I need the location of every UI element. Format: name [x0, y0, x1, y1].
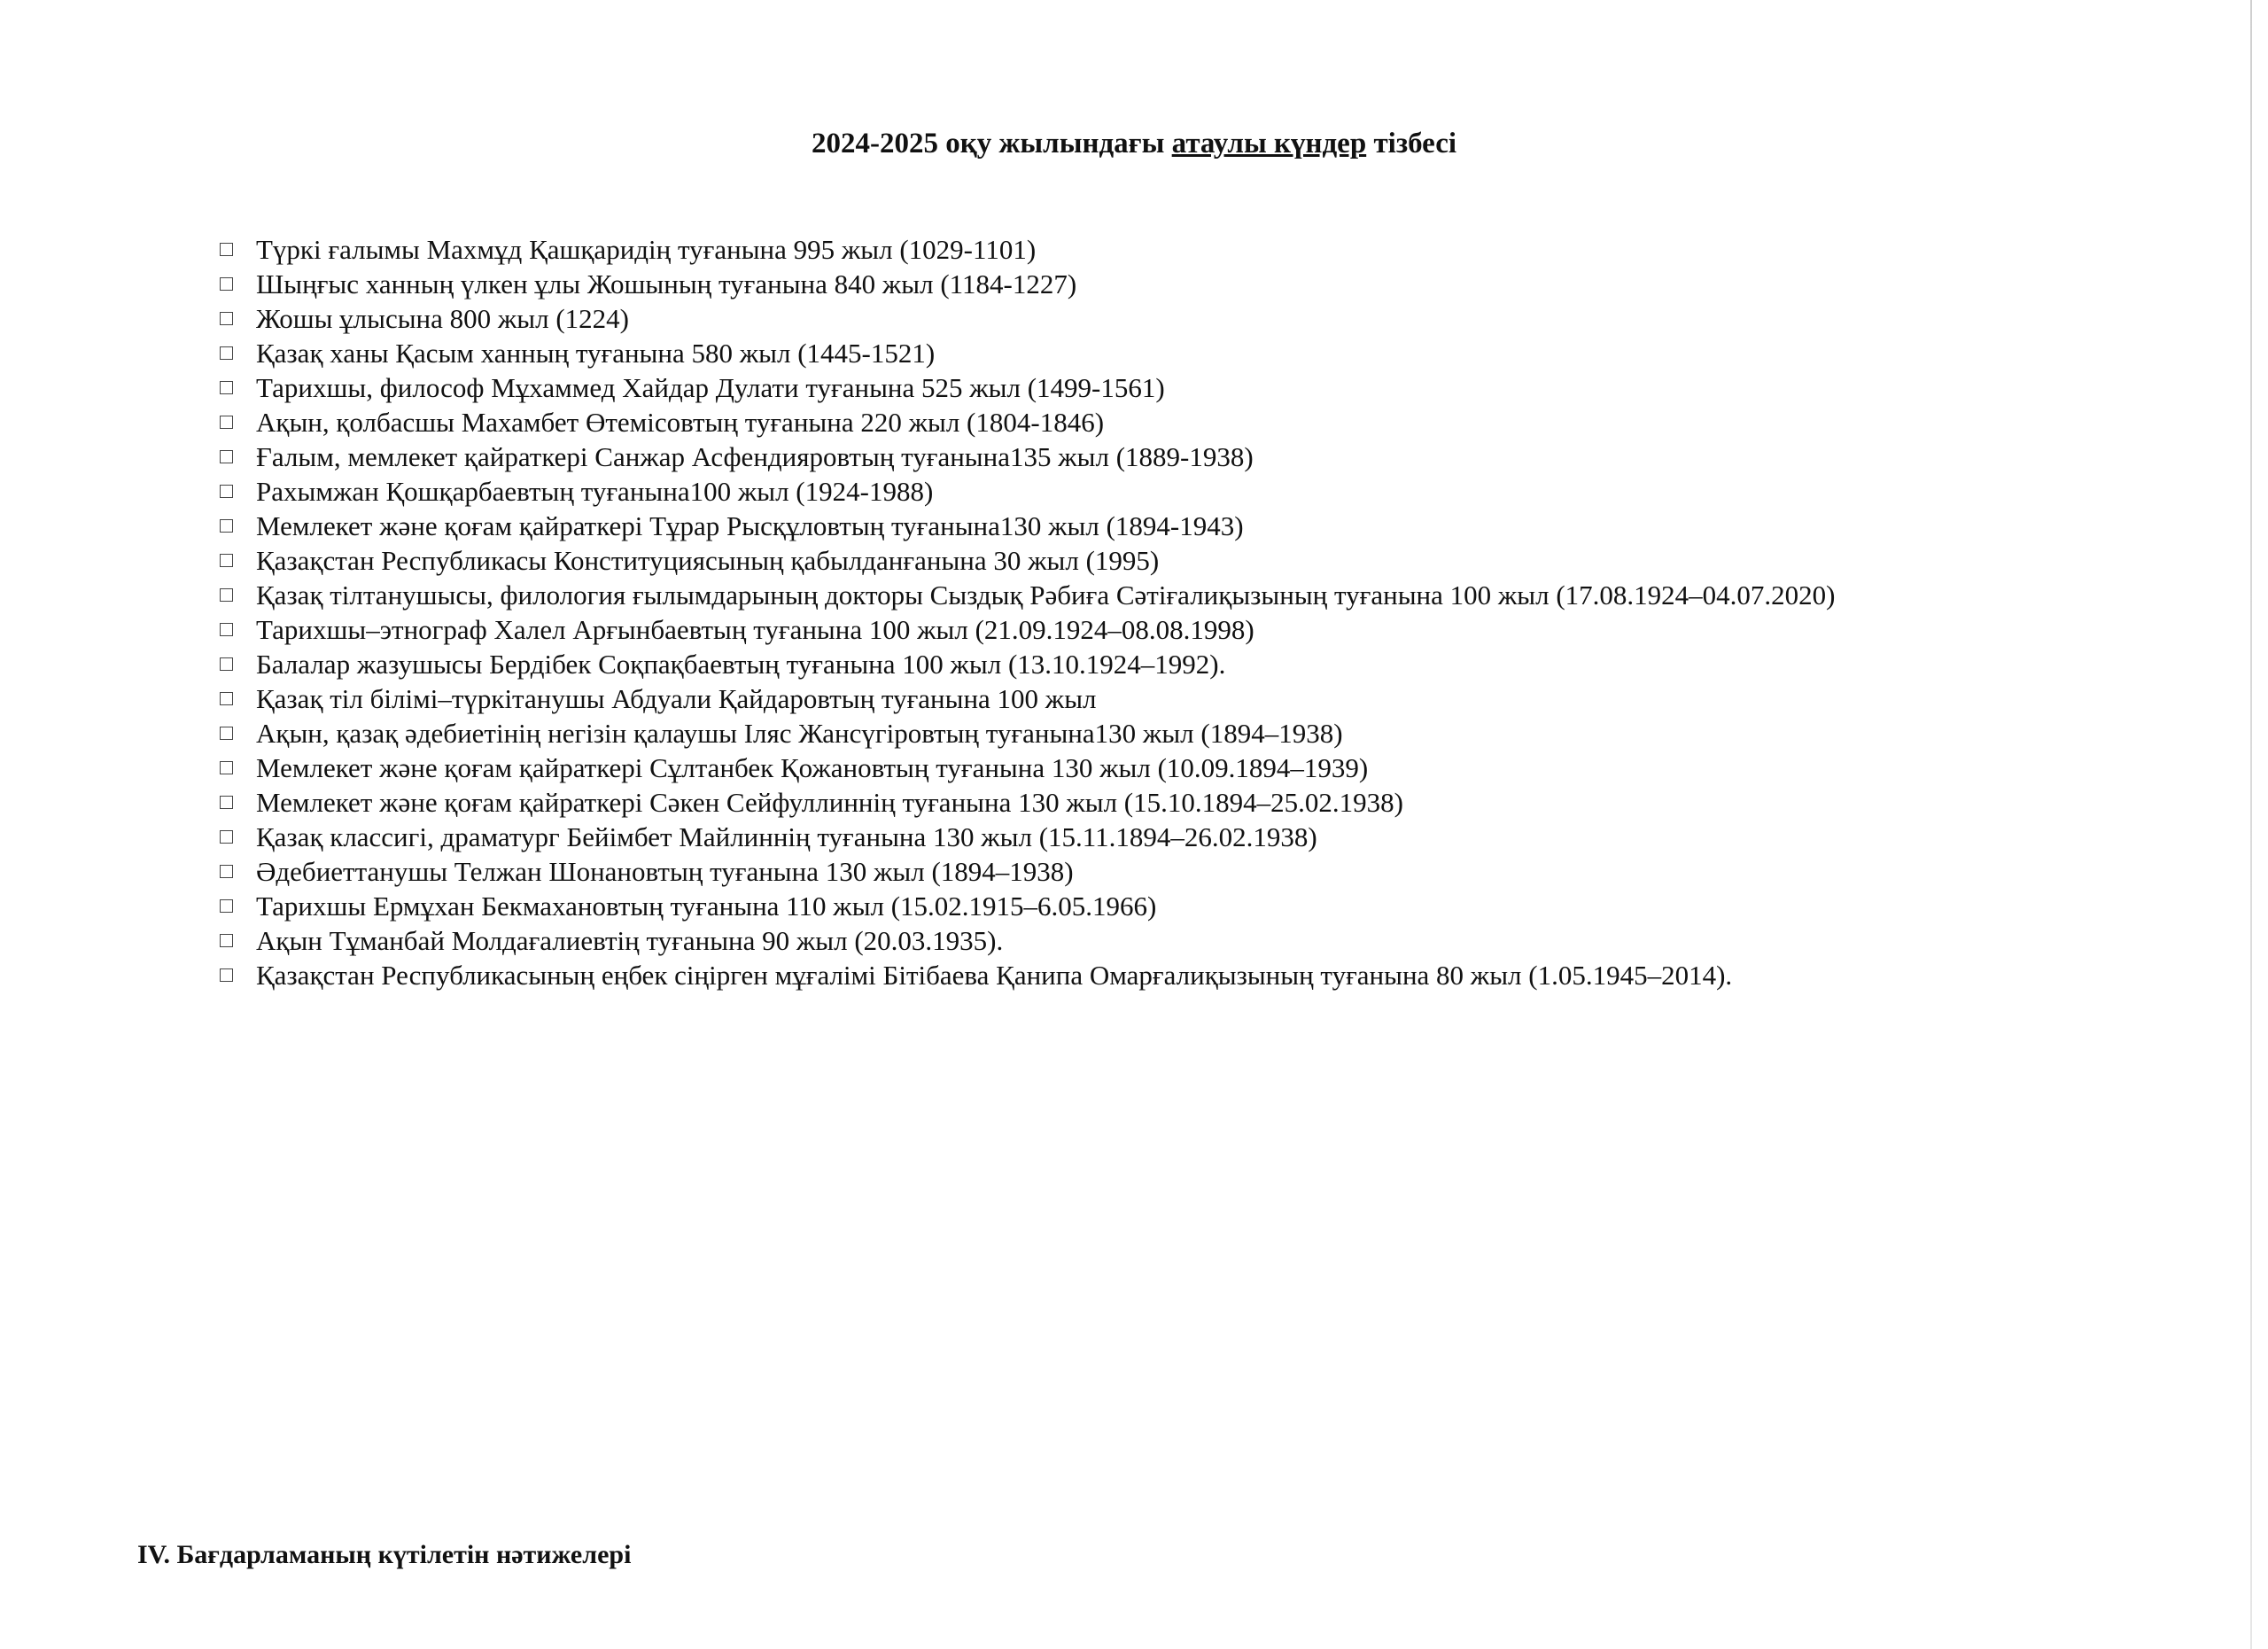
list-item-text: Балалар жазушысы Бердібек Соқпақбаевтың туғанына 100 жыл (13.10.1924–1992). — [256, 649, 1226, 680]
checkbox-icon — [220, 727, 233, 740]
list-item — [220, 923, 2222, 958]
list-item-text: Шыңғыс ханның үлкен ұлы Жошының туғанына 840 жыл (1184-1227) — [256, 268, 1077, 299]
list-item — [220, 612, 2222, 647]
list-item-text: Жошы ұлысына 800 жыл (1224) — [256, 303, 629, 334]
checkbox-icon — [220, 657, 233, 671]
checkbox-icon — [220, 934, 233, 947]
list-item-text: Рахымжан Қошқарбаевтың туғанына100 жыл (1924-1988) — [256, 476, 934, 507]
page-title — [0, 124, 2268, 163]
list-item-text: Ақын, қолбасшы Махамбет Өтемісовтың туғанына 220 жыл (1804-1846) — [256, 407, 1105, 438]
list-item-text: Ақын Тұманбай Молдағалиевтің туғанына 90 жыл (20.03.1935). — [256, 925, 1004, 956]
list-item-text: Мемлекет және қоғам қайраткері Сұлтанбек Қожановтың туғанына 130 жыл (10.09.1894–1939) — [256, 752, 1369, 783]
checkbox-icon — [220, 796, 233, 809]
list-item-text: Қазақстан Республикасының еңбек сіңірген мұғалімі Бітібаева Қанипа Омарғалиқызының туғанына 80 жыл (1.05.1945–2014). — [256, 960, 1733, 991]
list-item — [220, 370, 2222, 405]
checkbox-icon — [220, 588, 233, 602]
checkbox-icon — [220, 623, 233, 636]
list-item-text: Қазақ тілтанушысы, филология ғылымдарының докторы Сыздық Рәбиға Сәтіғалиқызының туғанына 100 жыл (17.08.1924–04.07.2020) — [256, 579, 1836, 611]
checkbox-icon — [220, 450, 233, 463]
scan-edge-line — [2250, 0, 2252, 1649]
checkbox-icon — [220, 519, 233, 533]
list-item-text: Мемлекет және қоғам қайраткері Тұрар Рысқұловтың туғанына130 жыл (1894-1943) — [256, 510, 1244, 541]
list-item-text: Әдебиеттанушы Телжан Шонановтың туғанына 130 жыл (1894–1938) — [256, 856, 1074, 887]
checkbox-icon — [220, 968, 233, 982]
checkbox-icon — [220, 485, 233, 498]
checkbox-icon — [220, 761, 233, 774]
list-item-text: Тарихшы Ермұхан Бекмахановтың туғанына 110 жыл (15.02.1915–6.05.1966) — [256, 891, 1157, 922]
list-item — [220, 509, 2222, 543]
list-item — [220, 716, 2222, 751]
list-item — [220, 405, 2222, 439]
list-item — [220, 543, 2222, 578]
title-underlined: атаулы күндер — [1171, 128, 1367, 159]
checkbox-icon — [220, 554, 233, 567]
checkbox-icon — [220, 312, 233, 325]
list-item — [220, 958, 2222, 992]
checkbox-icon — [220, 346, 233, 360]
events-list — [220, 232, 2222, 992]
list-item — [220, 889, 2222, 923]
list-item-text: Қазақстан Республикасы Конституциясының қабылданғанына 30 жыл (1995) — [256, 545, 1160, 576]
list-item — [220, 681, 2222, 716]
list-item-text: Қазақ классигі, драматург Бейімбет Майлиннің туғанына 130 жыл (15.11.1894–26.02.1938) — [256, 821, 1317, 852]
list-item — [220, 232, 2222, 267]
list-item-text: Қазақ тіл білімі–түркітанушы Абдуали Қайдаровтың туғанына 100 жыл — [256, 683, 1097, 714]
list-item — [220, 578, 2222, 612]
title-part-1: 2024-2025 оқу жылындағы — [811, 128, 1172, 159]
list-item-text: Түркі ғалымы Махмұд Қашқаридің туғанына 995 жыл (1029-1101) — [256, 234, 1037, 265]
list-item — [220, 647, 2222, 681]
checkbox-icon — [220, 692, 233, 705]
list-item — [220, 751, 2222, 785]
list-item-text: Қазақ ханы Қасым ханның туғанына 580 жыл (1445-1521) — [256, 338, 936, 369]
list-item-text: Тарихшы–этнограф Халел Арғынбаевтың туғанына 100 жыл (21.09.1924–08.08.1998) — [256, 614, 1254, 645]
list-item — [220, 820, 2222, 854]
section-heading: IV. Бағдарламаның күтілетін нәтижелері — [137, 1540, 632, 1569]
list-item — [220, 854, 2222, 889]
list-item — [220, 474, 2222, 509]
checkbox-icon — [220, 830, 233, 844]
list-item — [220, 267, 2222, 301]
list-item-text: Мемлекет және қоғам қайраткері Сәкен Сейфуллиннің туғанына 130 жыл (15.10.1894–25.02.1938) — [256, 787, 1403, 818]
checkbox-icon — [220, 865, 233, 878]
list-item-text: Тарихшы, философ Мұхаммед Хайдар Дулати туғанына 525 жыл (1499-1561) — [256, 372, 1165, 403]
checkbox-icon — [220, 899, 233, 913]
list-item — [220, 439, 2222, 474]
list-item-text: Ғалым, мемлекет қайраткері Санжар Асфендияровтың туғанына135 жыл (1889-1938) — [256, 441, 1254, 472]
checkbox-icon — [220, 243, 233, 256]
list-item-text: Ақын, қазақ әдебиетінің негізін қалаушы Іляс Жансүгіровтың туғанына130 жыл (1894–1938) — [256, 718, 1343, 749]
checkbox-icon — [220, 277, 233, 291]
list-item — [220, 301, 2222, 336]
list-item — [220, 336, 2222, 370]
list-item — [220, 785, 2222, 820]
checkbox-icon — [220, 416, 233, 429]
checkbox-icon — [220, 381, 233, 394]
title-part-2: тізбесі — [1366, 128, 1457, 159]
